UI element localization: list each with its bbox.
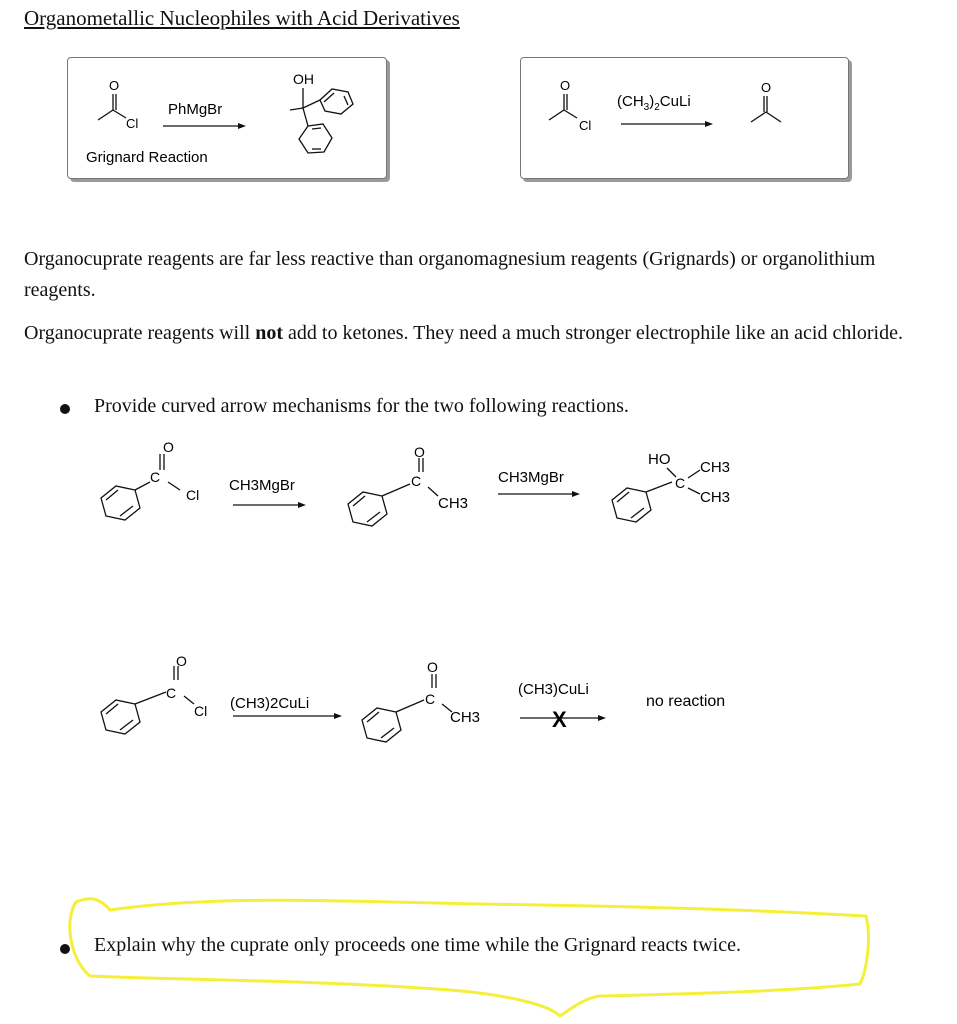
carbonyl-o-label: O — [163, 439, 174, 455]
no-reaction-label: no reaction — [646, 693, 726, 710]
reactivity-paragraph: Organocuprate reagents are far less reactive than organomagnesium reagents (Grignards) or organolithium reagents. — [24, 248, 876, 301]
grignard-reagent-label: PhMgBr — [168, 101, 223, 118]
explanation-question: Explain why the cuprate only proceeds one time while the Grignard reacts twice. — [94, 934, 741, 956]
grignard-reagent-label: CH3MgBr — [498, 469, 564, 486]
methyl-label: CH3 — [450, 709, 481, 726]
methyl-label: CH3 — [700, 489, 731, 506]
methyl-label: CH3 — [700, 459, 731, 476]
carbinol-c-label: C — [675, 475, 686, 491]
chloride-label: Cl — [126, 116, 139, 131]
ketone-o-label: O — [414, 444, 425, 460]
chloride-label: Cl — [186, 487, 200, 503]
carbonyl-o-label: O — [109, 78, 120, 93]
ketone-c-label: C — [411, 473, 422, 489]
bullet-point — [60, 944, 70, 954]
ketone-o-label: O — [427, 659, 438, 675]
ketone-c-label: C — [425, 691, 436, 707]
carbonyl-o-label: O — [560, 78, 571, 93]
grignard-reagent-label: CH3MgBr — [229, 477, 295, 494]
blocked-reaction-x: X — [552, 707, 567, 732]
carbonyl-c-label: C — [150, 469, 161, 485]
chloride-label: Cl — [579, 118, 592, 133]
cuprate-reagent-label: (CH3)2CuLi — [230, 695, 310, 712]
cuprate-single-addition-scheme — [0, 650, 957, 760]
grignard-caption: Grignard Reaction — [86, 149, 208, 166]
grignard-scheme — [68, 58, 386, 178]
electrophile-paragraph: Organocuprate reagents will not add to ketones. They need a much stronger electrophile like an acid chloride. — [24, 322, 903, 344]
carbonyl-o-label: O — [176, 653, 187, 669]
ketone-o-label: O — [761, 80, 772, 95]
bullet-point — [60, 404, 70, 414]
cuprate-reagent-label: (CH3)CuLi — [518, 681, 589, 698]
cuprate-reaction-box — [520, 57, 849, 179]
grignard-reaction-box — [67, 57, 387, 179]
hydroxyl-label: HO — [648, 451, 671, 468]
carbonyl-c-label: C — [166, 685, 177, 701]
methyl-label: CH3 — [438, 495, 469, 512]
cuprate-scheme — [521, 58, 848, 178]
chloride-label: Cl — [194, 703, 208, 719]
mechanism-question: Provide curved arrow mechanisms for the two following reactions. — [94, 395, 629, 417]
cuprate-reagent-label: $(CH_3)_2CuLi$ — [617, 93, 691, 113]
hydroxyl-label: OH — [293, 71, 314, 87]
page-title: Organometallic Nucleophiles with Acid Derivatives — [24, 6, 460, 30]
grignard-double-addition-scheme — [0, 430, 957, 560]
